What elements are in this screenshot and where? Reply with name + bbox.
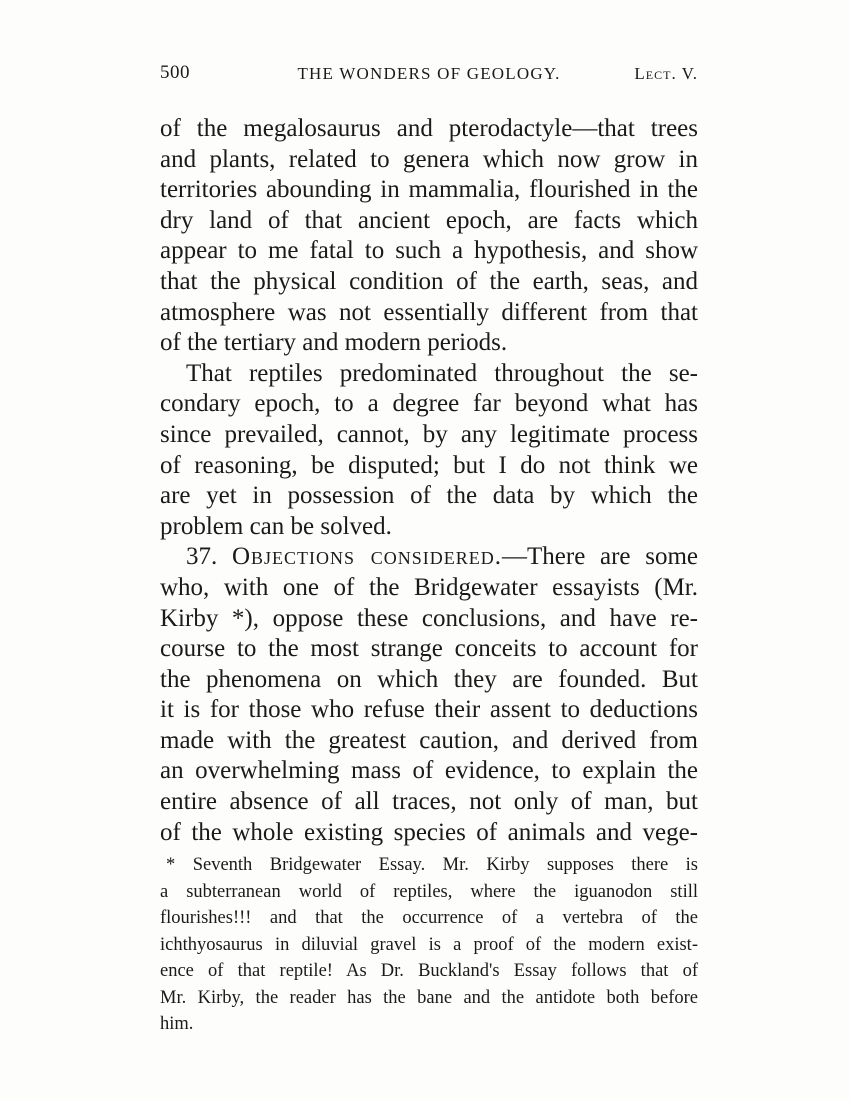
body-line: course to the most strange conceits to account for xyxy=(160,635,698,663)
body-line: it is for those who refuse their assent to deductions xyxy=(160,696,698,724)
body-line: problem can be solved. xyxy=(160,512,392,540)
section-37-first-line xyxy=(160,542,698,573)
footnote-line: him. xyxy=(160,1014,194,1034)
body-line: territories abounding in mammalia, flourished in the xyxy=(160,176,698,204)
body-line: who, with one of the Bridgewater essayists (Mr. xyxy=(160,573,698,601)
body-line: the phenomena on which they are founded. But xyxy=(160,665,698,693)
body-line: of reasoning, be disputed; but I do not think we xyxy=(160,451,698,479)
footnote-line: * Seventh Bridgewater Essay. Mr. Kirby supposes there is xyxy=(166,855,698,875)
body-line: since prevailed, cannot, by any legitimate process xyxy=(160,420,698,448)
body-line: that the physical condition of the earth, seas, and xyxy=(160,267,698,295)
body-line: are yet in possession of the data by which the xyxy=(160,482,698,510)
body-line: of the tertiary and modern periods. xyxy=(160,329,508,357)
body-line: made with the greatest caution, and derived from xyxy=(160,726,698,754)
body-text xyxy=(160,114,698,848)
footnote-line: Mr. Kirby, the reader has the bane and the antidote both before xyxy=(160,987,698,1008)
footnote-line: a subterranean world of reptiles, where the iguanodon still xyxy=(160,881,698,902)
body-line: atmosphere was not essentially different from that xyxy=(160,298,698,326)
body-line: and plants, related to genera which now grow in xyxy=(160,145,698,173)
section-first-line-text: —There are some xyxy=(502,543,698,571)
body-line: an overwhelming mass of evidence, to explain the xyxy=(160,757,698,785)
body-line: condary epoch, to a degree far beyond what has xyxy=(160,390,698,418)
section-number: 37. xyxy=(186,543,218,571)
body-line: Kirby *), oppose these conclusions, and have re- xyxy=(160,604,698,632)
footnote-line: ence of that reptile! As Dr. Buckland's Essay follows that of xyxy=(160,961,698,981)
body-line: of the megalosaurus and pterodactyle—that trees xyxy=(160,115,698,142)
page-header xyxy=(160,62,698,92)
body-line: appear to me fatal to such a hypothesis, and show xyxy=(160,237,698,265)
body-line: of the whole existing species of animals and vege- xyxy=(160,818,698,846)
footnote xyxy=(160,852,698,1038)
body-line: entire absence of all traces, not only of man, but xyxy=(160,788,698,816)
footnote-line: ichthyosaurus in diluvial gravel is a proof of the modern exist- xyxy=(160,934,698,955)
body-line: dry land of that ancient epoch, are facts which xyxy=(160,206,698,234)
body-line: That reptiles predominated throughout the se- xyxy=(186,359,698,387)
lecture-label: Lect. V. xyxy=(634,64,698,83)
footnote-line: flourishes!!! and that the occurrence of a vertebra of the xyxy=(160,908,698,928)
page-number: 500 xyxy=(160,62,190,83)
section-heading: Objections considered. xyxy=(231,543,502,571)
running-title: THE WONDERS OF GEOLOGY. xyxy=(297,64,561,83)
